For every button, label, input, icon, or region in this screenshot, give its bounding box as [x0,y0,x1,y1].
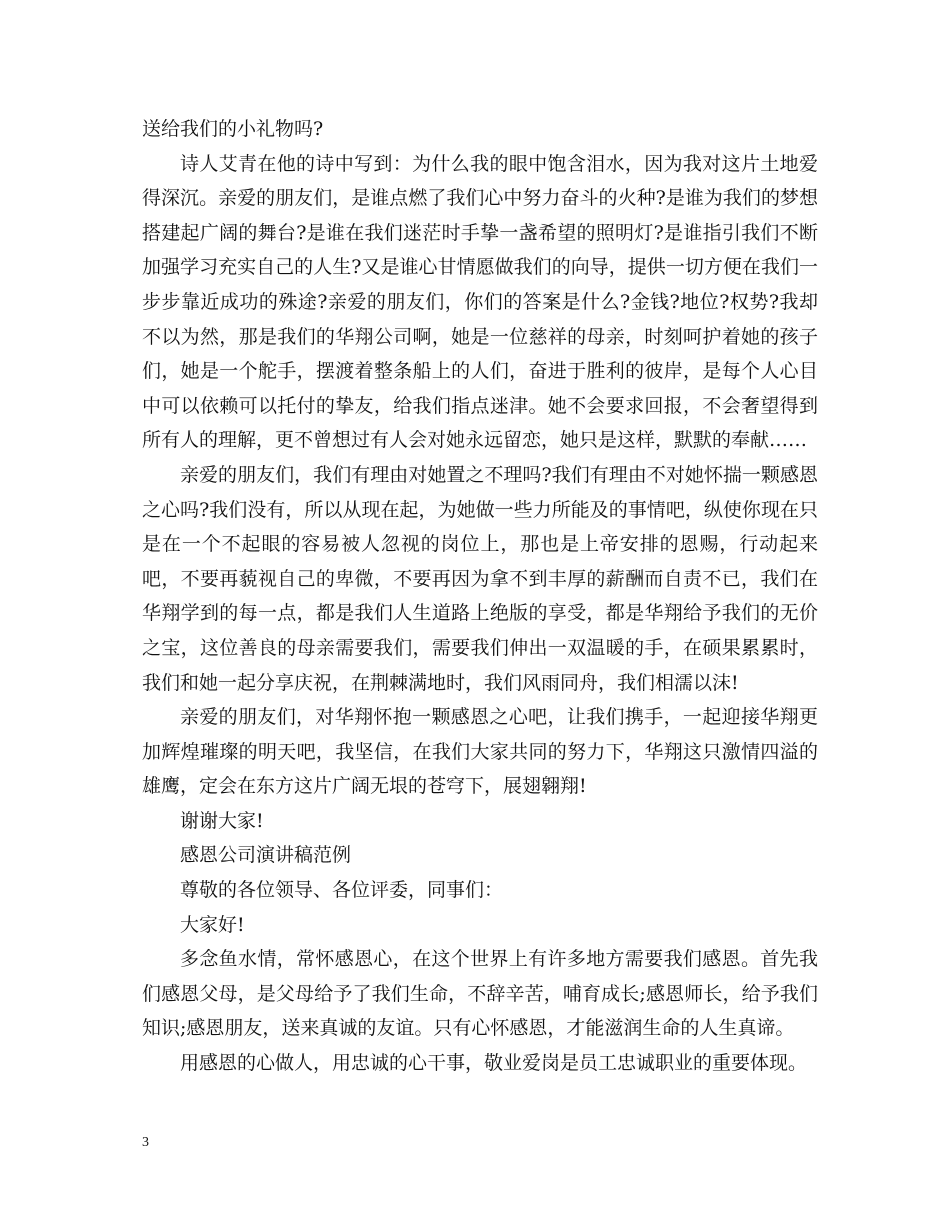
paragraph-continuation: 送给我们的小礼物吗? [142,118,324,140]
paragraph-gratitude-intro: 多念鱼水情，常怀感恩心，在这个世界上有许多地方需要我们感恩。首先我们感恩父母，是父母给予了我们生命，不辞辛苦，哺育成长;感恩师长，给予我们知识;感恩朋友，送来真诚的友谊。只有心怀感恩，才能滋润生命的人生真谛。 [142,948,818,1040]
greeting: 大家好! [180,913,245,936]
paragraph-loyalty: 用感恩的心做人，用忠诚的心干事，敬业爱岗是员工忠诚职业的重要体现。 [180,1052,808,1075]
salutation: 尊敬的各位领导、各位评委，同事们： [180,879,504,902]
paragraph-thanks: 谢谢大家! [180,809,264,832]
paragraph-closing-appeal: 亲爱的朋友们，对华翔怀抱一颗感恩之心吧，让我们携手，一起迎接华翔更加辉煌璀璨的明天吧，我坚信，在我们大家共同的努力下，华翔这只激情四溢的雄鹰，定会在东方这片广阔无垠的苍穹下，展翅翱翔! [142,706,818,798]
document-body [142,112,818,1081]
paragraph-poet-quote: 诗人艾青在他的诗中写到：为什么我的眼中饱含泪水，因为我对这片土地爱得深沉。亲爱的朋友们，是谁点燃了我们心中努力奋斗的火种?是谁为我们的梦想搭建起广阔的舞台?是谁在我们迷茫时手挚一盏希望的照明灯?是谁指引我们不断加强学习充实自己的人生?又是谁心甘情愿做我们的向导，提供一切方便在我们一步步靠近成功的殊途?亲爱的朋友们，你们的答案是什么?金钱?地位?权势?我却不以为然，那是我们的华翔公司啊，她是一位慈祥的母亲，时刻呵护着她的孩子们，她是一个舵手，摆渡着整条船上的人们，奋进于胜利的彼岸，是每个人心目中可以依赖可以托付的挚友，给我们指点迷津。她不会要求回报，不会奢望得到所有人的理解，更不曾想过有人会对她永远留恋，她只是这样，默默的奉献…… [142,152,818,452]
section-title: 感恩公司演讲稿范例 [180,844,352,867]
paragraph-gratitude-action: 亲爱的朋友们，我们有理由对她置之不理吗?我们有理由不对她怀揣一颗感恩之心吗?我们没有，所以从现在起，为她做一些力所能及的事情吧，纵使你现在只是在一个不起眼的容易被人忽视的岗位上，那也是上帝安排的恩赐，行动起来吧，不要再藐视自己的卑微，不要再因为拿不到丰厚的薪酬而自责不已，我们在华翔学到的每一点，都是我们人生道路上绝版的享受，都是华翔给予我们的无价之宝，这位善良的母亲需要我们，需要我们伸出一双温暖的手，在硕果累累时，我们和她一起分享庆祝，在荆棘满地时，我们风雨同舟，我们相濡以沫! [142,463,818,694]
page-number: 3 [142,1135,149,1150]
